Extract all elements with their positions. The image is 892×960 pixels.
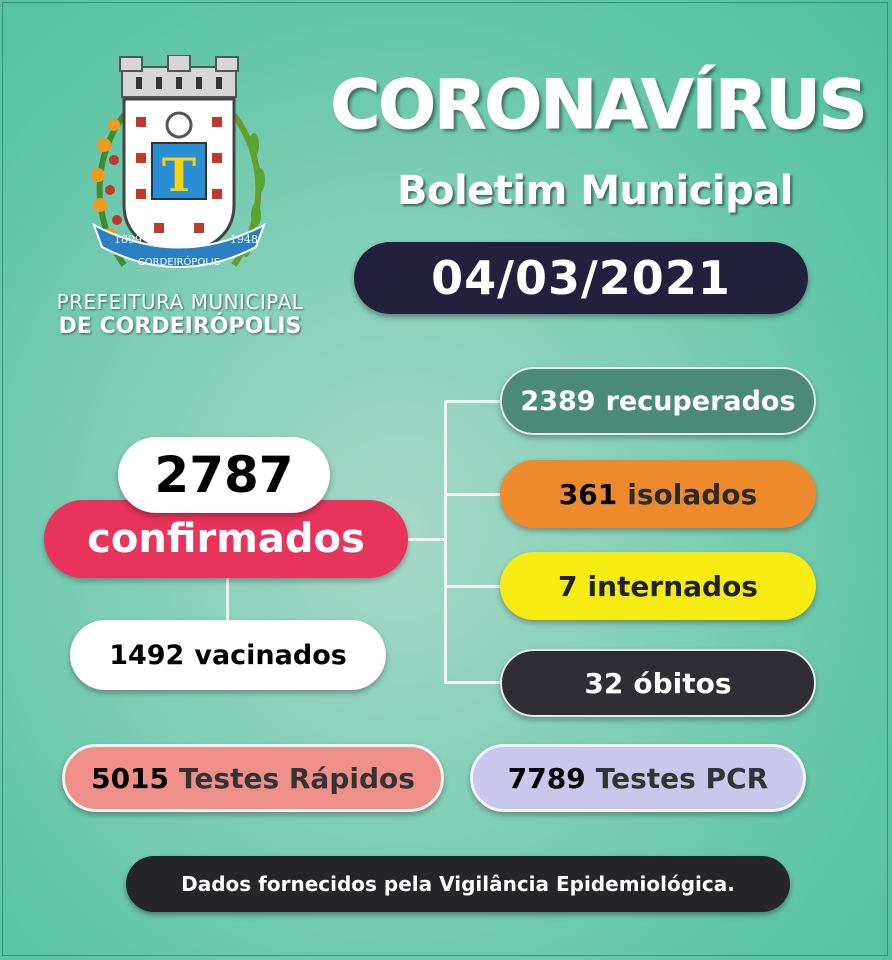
bulletin-date: 04/03/2021 — [354, 242, 808, 314]
pcr-tests-pill — [470, 744, 806, 812]
vaccinated-value: 1492 — [109, 639, 185, 671]
deaths-value: 32 — [584, 666, 624, 700]
rapid-tests-value: 5015 — [91, 761, 170, 795]
source-text: Dados fornecidos pela Vigilância Epidemiológica. — [181, 872, 735, 896]
vaccinated-label: vacinados — [194, 639, 347, 671]
svg-text:1948: 1948 — [230, 233, 258, 246]
connector-line — [408, 538, 446, 541]
recovered-pill — [500, 367, 816, 435]
pcr-tests-label: Testes PCR — [595, 761, 769, 795]
hospitalized-value: 7 — [558, 569, 578, 603]
isolated-pill — [500, 460, 816, 528]
municipality-line-2: DE CORDEIRÓPOLIS — [58, 314, 302, 339]
confirmed-total: 2787 — [154, 446, 294, 504]
connector-line — [444, 400, 504, 403]
connector-line — [444, 585, 504, 588]
isolated-value: 361 — [558, 477, 618, 511]
hospitalized-label: internados — [587, 569, 758, 603]
page-title: CORONAVÍRUS — [330, 66, 866, 145]
rapid-tests-label: Testes Rápidos — [179, 761, 415, 795]
rapid-tests-pill — [62, 744, 444, 812]
svg-text:T: T — [161, 148, 197, 202]
pcr-tests-value: 7789 — [507, 761, 586, 795]
connector-line — [444, 401, 447, 683]
deaths-label: óbitos — [633, 666, 732, 700]
deaths-pill — [500, 649, 816, 717]
connector-line — [444, 493, 504, 496]
svg-text:1899: 1899 — [114, 233, 142, 246]
hospitalized-pill — [500, 552, 816, 620]
page-subtitle: Boletim Municipal — [397, 168, 793, 214]
municipality-line-1: PREFEITURA MUNICIPAL — [56, 290, 304, 314]
source-footer — [126, 856, 790, 912]
recovered-value: 2389 — [520, 385, 596, 417]
connector-line — [226, 578, 229, 622]
vaccinated-pill — [70, 620, 386, 690]
connector-line — [444, 681, 504, 684]
recovered-label: recuperados — [605, 385, 796, 417]
confirmed-total-pill — [118, 437, 330, 513]
city-coat-of-arms — [84, 55, 274, 295]
confirmed-label: confirmados — [87, 516, 365, 562]
svg-text:CORDEIRÓPOLIS: CORDEIRÓPOLIS — [137, 257, 221, 268]
isolated-label: isolados — [627, 477, 758, 511]
